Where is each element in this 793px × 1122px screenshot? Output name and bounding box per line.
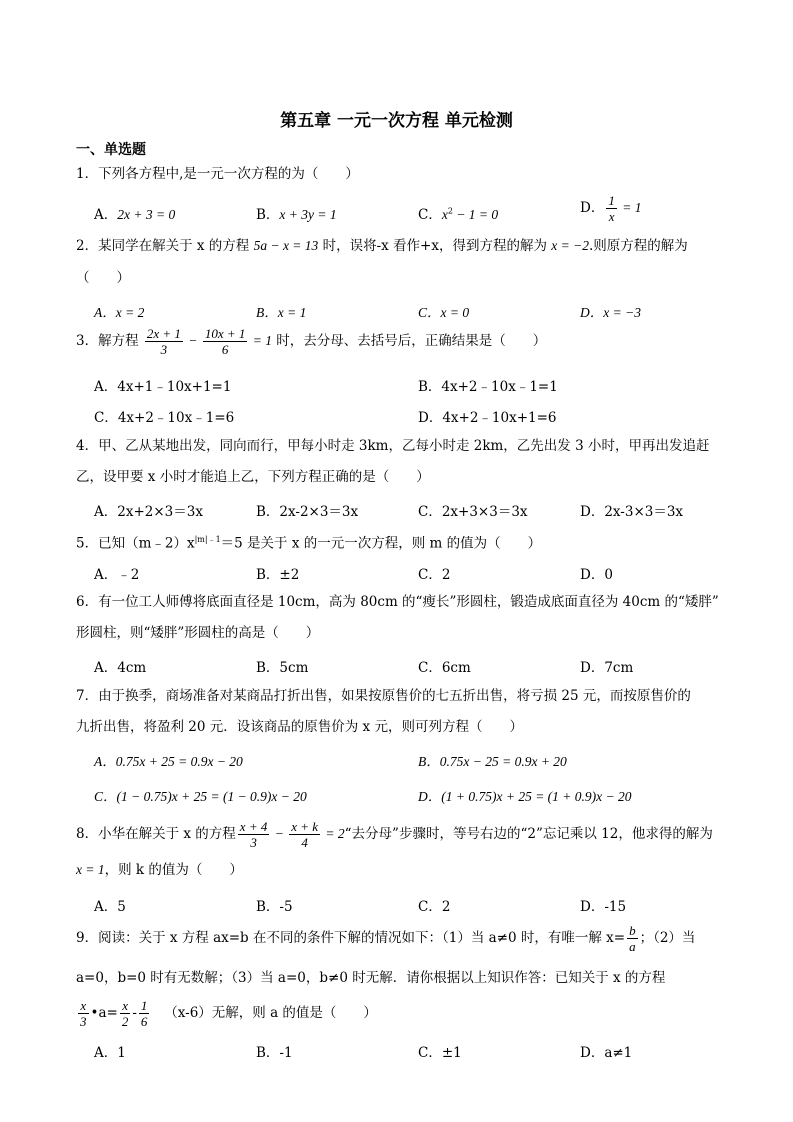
- question-1: 1．下列各方程中,是一元一次方程的为（ ）: [76, 166, 359, 182]
- question-4-line-2: 乙，设甲要 x 小时才能追上乙，下列方程正确的是（ ）: [76, 469, 430, 485]
- option-a: A．﹣2: [94, 567, 140, 583]
- option-c: C．±1: [418, 1045, 462, 1061]
- option-c: C．4x+2﹣10x﹣1=6: [94, 410, 235, 426]
- question-3-options-row-1: [94, 375, 744, 399]
- option-b: B．-5: [256, 899, 293, 915]
- option-d: D．0: [580, 567, 613, 583]
- question-8-line-2: x = 1，则 k 的值为（ ）: [76, 862, 243, 878]
- question-7-options-row-2: [94, 785, 744, 809]
- option-d: D．x = −3: [580, 305, 641, 320]
- option-d: D．-15: [580, 899, 627, 915]
- question-2-blank: （ ）: [76, 270, 130, 286]
- question-9-line-3: $\frac{x}{3}$ •a= $\frac{x}{2}$ - $\frac{1}{6}$ （x-6）无解，则 a 的值是（ ）: [80, 998, 377, 1029]
- option-c: C．2x+3×3＝3x: [418, 504, 528, 520]
- option-c: C．x = 0: [418, 305, 470, 320]
- option-a: A．2x + 3 = 0: [94, 207, 176, 223]
- option-d: D．(1 + 0.75)x + 25 = (1 + 0.9)x − 20: [418, 789, 632, 804]
- section-heading: 一、单选题: [76, 142, 146, 158]
- question-4-line-1: 4．甲、乙从某地出发，同向而行，甲每小时走 3km，乙每小时走 2km，乙先出发 3 小时，甲再出发追赶: [76, 438, 710, 454]
- question-2-options: [94, 301, 744, 325]
- question-7-line-2: 九折出售，将盈利 20 元．设该商品的原售价为 x 元，则可列方程（ ）: [76, 719, 523, 735]
- option-d: D．2x-3×3＝3x: [580, 504, 684, 520]
- question-7-line-1: 7．由于换季，商场准备对某商品打折出售，如果按原售价的七五折出售，将亏损 25 元，而按原售价的: [76, 688, 691, 704]
- question-9-line-2: a=0，b=0 时有无数解；（3）当 a=0，b≠0 时无解．请你根据以上知识作答：已知关于 x 的方程: [76, 970, 666, 986]
- option-c: C．2: [418, 567, 451, 583]
- option-b: B．5cm: [256, 660, 309, 676]
- question-5-options: [94, 563, 744, 587]
- option-d: D．a≠1: [580, 1045, 633, 1061]
- option-b: B．2x-2×3＝3x: [256, 504, 359, 520]
- question-6-options: [94, 656, 744, 680]
- question-8-options: [94, 895, 744, 919]
- option-b: B．4x+2﹣10x﹣1=1: [418, 379, 558, 395]
- question-5: 5．已知$(m﹣2)x^{|m|﹣1}=5$ 是关于 x 的一元一次方程，则 m 的值为（ ）: [76, 535, 542, 552]
- question-3-options-row-2: [94, 406, 744, 430]
- option-b: B．x = 1: [256, 305, 307, 320]
- option-b: B．-1: [256, 1045, 293, 1061]
- option-d: D． $\frac{1}{x}$ = 1: [580, 193, 642, 224]
- option-d: D．7cm: [580, 660, 634, 676]
- option-c: C．2: [418, 899, 451, 915]
- question-6-line-1: 6．有一位工人师傅将底面直径是 10cm，高为 80cm 的“瘦长”形圆柱，锻造成底面直径为 40cm 的“矮胖”: [76, 594, 719, 610]
- question-9-options: [94, 1041, 744, 1065]
- question-6-line-2: 形圆柱，则“矮胖”形圆柱的高是（ ）: [76, 625, 320, 641]
- question-7-options-row-1: [94, 750, 744, 774]
- option-b: B．0.75x − 25 = 0.9x + 20: [418, 754, 567, 769]
- option-a: A．2x+2×3＝3x: [94, 504, 203, 520]
- option-a: A．0.75x + 25 = 0.9x − 20: [94, 754, 243, 769]
- question-8: 8．小华在解关于 x 的方程 $\frac{x + 4}{3}$ − $\frac{x + k}{4}$ = 2“去分母”步骤时，等号右边的“2”忘记乘以 12，他求得的解为: [76, 819, 713, 850]
- option-d: D．4x+2﹣10x+1=6: [418, 410, 557, 426]
- option-c: C．(1 − 0.75)x + 25 = (1 − 0.9)x − 20: [94, 789, 307, 804]
- option-b: B．±2: [256, 567, 300, 583]
- option-a: A．4cm: [94, 660, 147, 676]
- question-2: 2．某同学在解关于 x 的方程 5a − x = 13 时，误将-x 看作+x，得到方程的解为 x = −2.则原方程的解为: [76, 238, 688, 254]
- option-a: A．x = 2: [94, 305, 145, 320]
- option-c: C．6cm: [418, 660, 471, 676]
- option-b: B．x + 3y = 1: [256, 207, 337, 223]
- option-a: A．5: [94, 899, 126, 915]
- option-a: A．4x+1﹣10x+1=1: [94, 379, 232, 395]
- option-a: A．1: [94, 1045, 126, 1061]
- question-9: 9．阅读：关于 x 方程 ax=b 在不同的条件下解的情况如下：（1）当 a≠0 时，有唯一解 x= $\frac{b}{a}$ ；（2）当: [76, 923, 696, 954]
- option-c: C．$x^2 - 1 = 0$: [418, 206, 499, 223]
- question-3: 3．解方程 $\frac{2x + 1}{3}$ − $\frac{10x + 1}{6}$ = 1 时，去分母、去括号后，正确结果是（ ）: [76, 326, 547, 357]
- page-title: 第五章 一元一次方程 单元检测: [280, 111, 513, 131]
- question-4-options: [94, 500, 744, 524]
- question-1-options: [94, 193, 744, 227]
